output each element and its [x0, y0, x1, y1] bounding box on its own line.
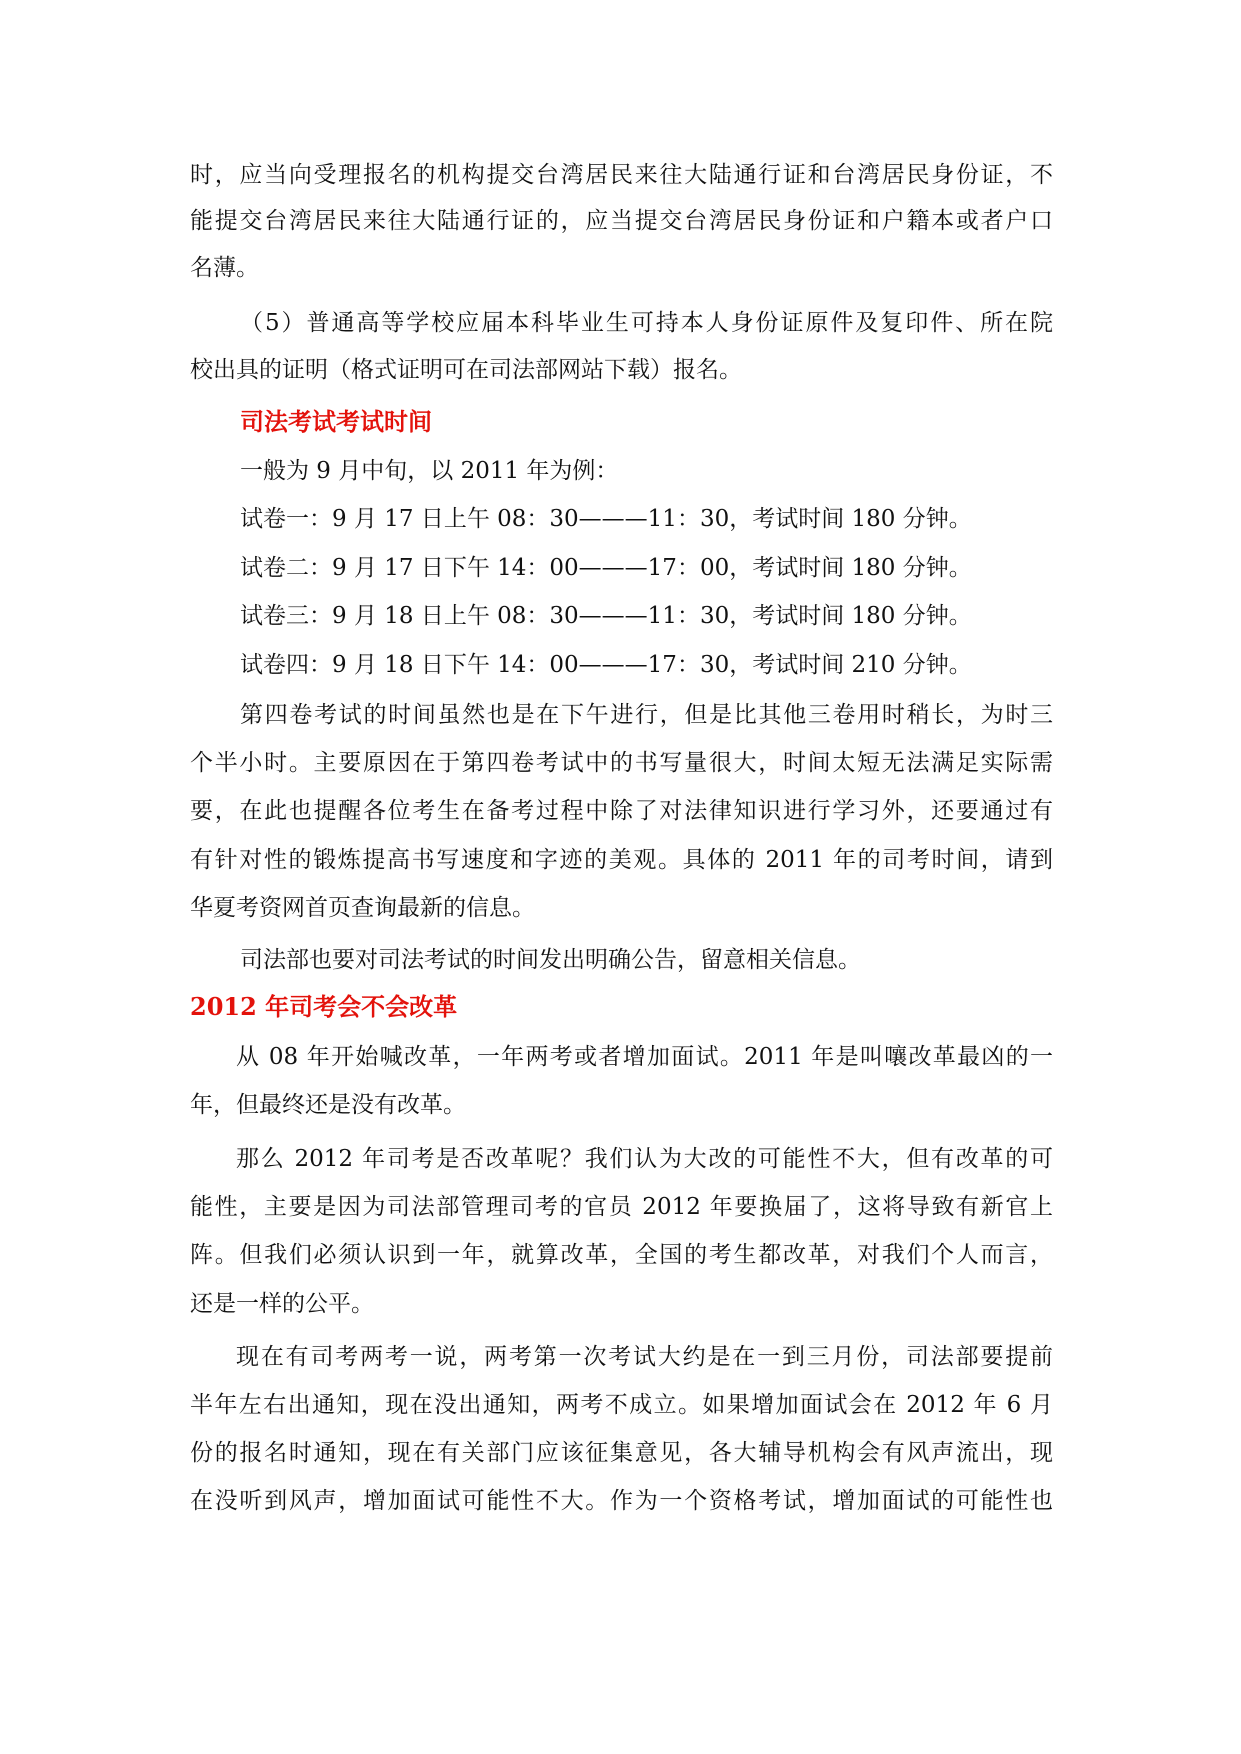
paragraph-line: 半年左右出通知，现在没出通知，两考不成立。如果增加面试会在 2012 年 6 月: [190, 1392, 1053, 1418]
paragraph-line: 校出具的证明（格式证明可在司法部网站下载）报名。: [190, 357, 742, 383]
exam-schedule-line: 试卷三：9 月 18 日上午 08：30———11：30，考试时间 180 分钟。: [240, 603, 972, 629]
paragraph-line: （5）普通高等学校应届本科毕业生可持本人身份证原件及复印件、所在院: [240, 310, 1053, 336]
paragraph-line: 阵。但我们必须认识到一年，就算改革，全国的考生都改革，对我们个人而言，: [190, 1242, 1053, 1268]
paragraph-line: 从 08 年开始喊改革，一年两考或者增加面试。2011 年是叫嚷改革最凶的一: [236, 1044, 1053, 1070]
paragraph-line: 时，应当向受理报名的机构提交台湾居民来往大陆通行证和台湾居民身份证，不: [190, 162, 1053, 188]
section-heading-reform: 2012 年司考会不会改革: [190, 992, 458, 1021]
paragraph-line: 在没听到风声，增加面试可能性不大。作为一个资格考试，增加面试的可能性也: [190, 1488, 1053, 1514]
paragraph-line: 个半小时。主要原因在于第四卷考试中的书写量很大，时间太短无法满足实际需: [190, 750, 1053, 776]
exam-schedule-line: 试卷四：9 月 18 日下午 14：00———17：30，考试时间 210 分钟。: [240, 652, 972, 678]
section-heading-exam-time: 司法考试考试时间: [240, 407, 432, 436]
paragraph-line: 一般为 9 月中旬，以 2011 年为例：: [240, 458, 619, 484]
paragraph-line: 名薄。: [190, 255, 259, 281]
exam-schedule-line: 试卷二：9 月 17 日下午 14：00———17：00，考试时间 180 分钟。: [240, 555, 972, 581]
paragraph-line: 第四卷考试的时间虽然也是在下午进行，但是比其他三卷用时稍长，为时三: [240, 702, 1053, 728]
paragraph-line: 要，在此也提醒各位考生在备考过程中除了对法律知识进行学习外，还要通过有: [190, 798, 1053, 824]
paragraph-line: 现在有司考两考一说，两考第一次考试大约是在一到三月份，司法部要提前: [236, 1344, 1053, 1370]
paragraph-line: 华夏考资网首页查询最新的信息。: [190, 895, 535, 921]
paragraph-line: 年，但最终还是没有改革。: [190, 1092, 466, 1118]
paragraph-line: 还是一样的公平。: [190, 1291, 374, 1317]
paragraph-line: 有针对性的锻炼提高书写速度和字迹的美观。具体的 2011 年的司考时间，请到: [190, 847, 1053, 873]
paragraph-line: 能提交台湾居民来往大陆通行证的，应当提交台湾居民身份证和户籍本或者户口: [190, 208, 1053, 234]
paragraph-line: 司法部也要对司法考试的时间发出明确公告，留意相关信息。: [240, 947, 861, 973]
paragraph-line: 份的报名时通知，现在有关部门应该征集意见，各大辅导机构会有风声流出，现: [190, 1440, 1053, 1466]
paragraph-line: 那么 2012 年司考是否改革呢？我们认为大改的可能性不大，但有改革的可: [236, 1146, 1053, 1172]
paragraph-line: 能性，主要是因为司法部管理司考的官员 2012 年要换届了，这将导致有新官上: [190, 1194, 1053, 1220]
exam-schedule-line: 试卷一：9 月 17 日上午 08：30———11：30，考试时间 180 分钟。: [240, 506, 972, 532]
